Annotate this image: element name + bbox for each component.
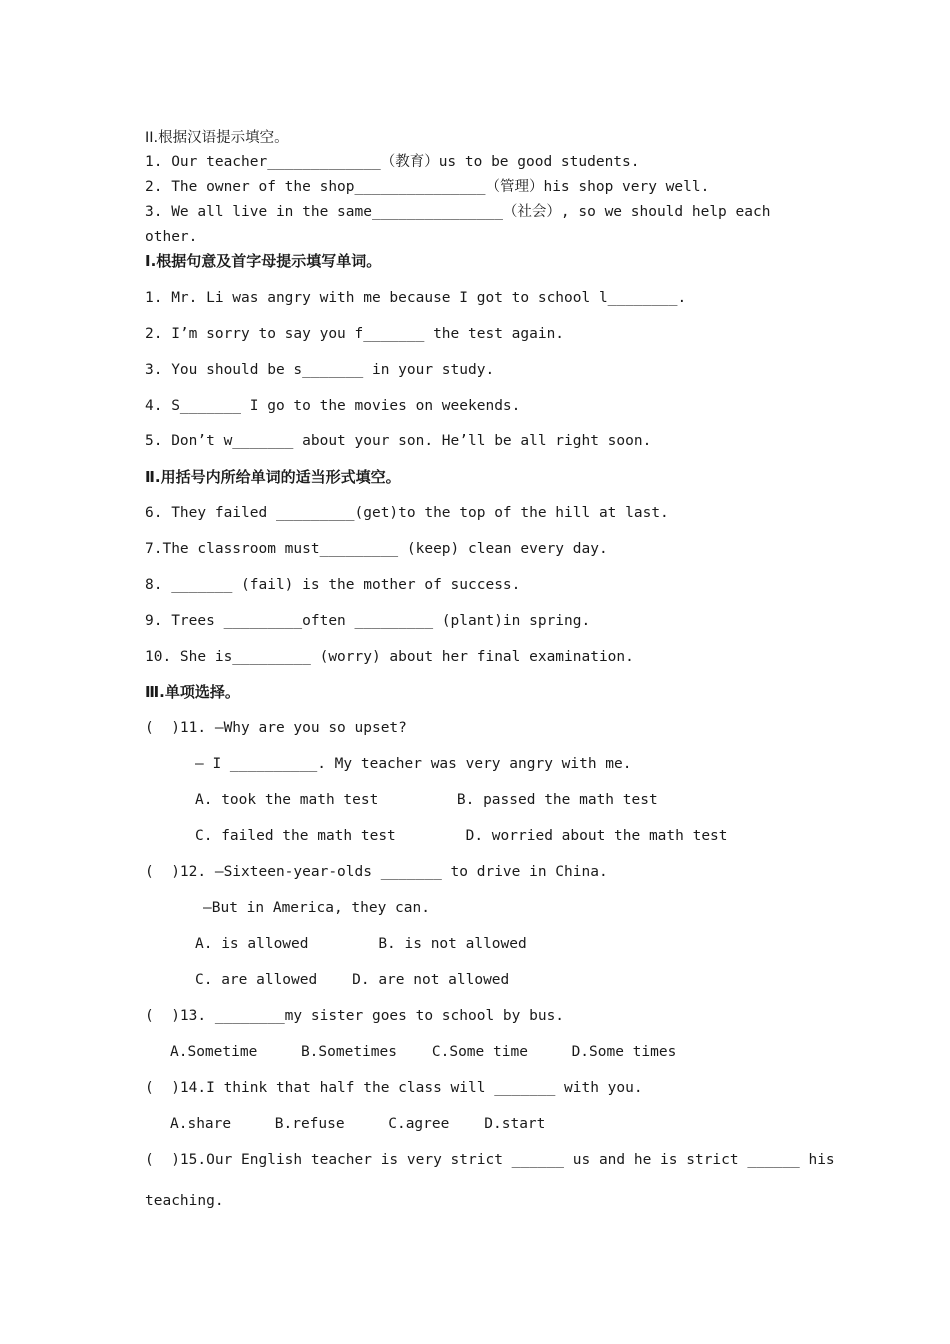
section-1-item-1: 1. Mr. Li was angry with me because I got to school l________.: [145, 290, 687, 306]
section-2-item-10: 10. She is_________ (worry) about her final examination.: [145, 649, 634, 665]
question-15: ( )15.Our English teacher is very strict ______ us and he is strict ______ his: [145, 1152, 835, 1168]
question-13-options: A.Sometime B.Sometimes C.Some time D.Some times: [170, 1044, 677, 1060]
question-11-options-cd: C. failed the math test D. worried about the math test: [195, 828, 728, 844]
question-14: ( )14.I think that half the class will _______ with you.: [145, 1080, 643, 1096]
question-12-options-ab: A. is allowed B. is not allowed: [195, 936, 527, 952]
question-11-options-ab: A. took the math test B. passed the math test: [195, 792, 658, 808]
section-3-heading: Ⅲ.单项选择。: [145, 683, 240, 701]
question-13: ( )13. ________my sister goes to school by bus.: [145, 1008, 565, 1024]
question-14-options: A.share B.refuse C.agree D.start: [170, 1116, 546, 1132]
part-a-question-3: 3. We all live in the same_______________（社会）, so we should help each: [145, 204, 771, 220]
part-a-question-1: 1. Our teacher_____________（教育）us to be good students.: [145, 154, 640, 170]
question-12: ( )12. —Sixteen-year-olds _______ to drive in China.: [145, 864, 608, 880]
section-1-item-5: 5. Don’t w_______ about your son. He’ll be all right soon.: [145, 433, 652, 449]
part-a-heading: II.根据汉语提示填空。: [145, 130, 289, 146]
question-15-continued: teaching.: [145, 1193, 224, 1209]
section-2-item-8: 8. _______ (fail) is the mother of success.: [145, 577, 521, 593]
section-2-heading: Ⅱ.用括号内所给单词的适当形式填空。: [145, 468, 401, 486]
section-1-item-3: 3. You should be s_______ in your study.: [145, 362, 495, 378]
section-1-item-4: 4. S_______ I go to the movies on weekends.: [145, 398, 521, 414]
question-11: ( )11. —Why are you so upset?: [145, 720, 407, 736]
part-a-question-3-continued: other.: [145, 229, 198, 245]
section-2-item-6: 6. They failed _________(get)to the top of the hill at last.: [145, 505, 669, 521]
question-12-options-cd: C. are allowed D. are not allowed: [195, 972, 510, 988]
part-a-question-2: 2. The owner of the shop_______________（管理）his shop very well.: [145, 179, 710, 195]
question-12-reply: —But in America, they can.: [203, 900, 430, 916]
section-1-item-2: 2. I’m sorry to say you f_______ the test again.: [145, 326, 565, 342]
section-2-item-7: 7.The classroom must_________ (keep) clean every day.: [145, 541, 608, 557]
question-11-reply: — I __________. My teacher was very angry with me.: [195, 756, 632, 772]
section-1-heading: Ⅰ.根据句意及首字母提示填写单词。: [145, 252, 382, 270]
section-2-item-9: 9. Trees _________often _________ (plant)in spring.: [145, 613, 591, 629]
